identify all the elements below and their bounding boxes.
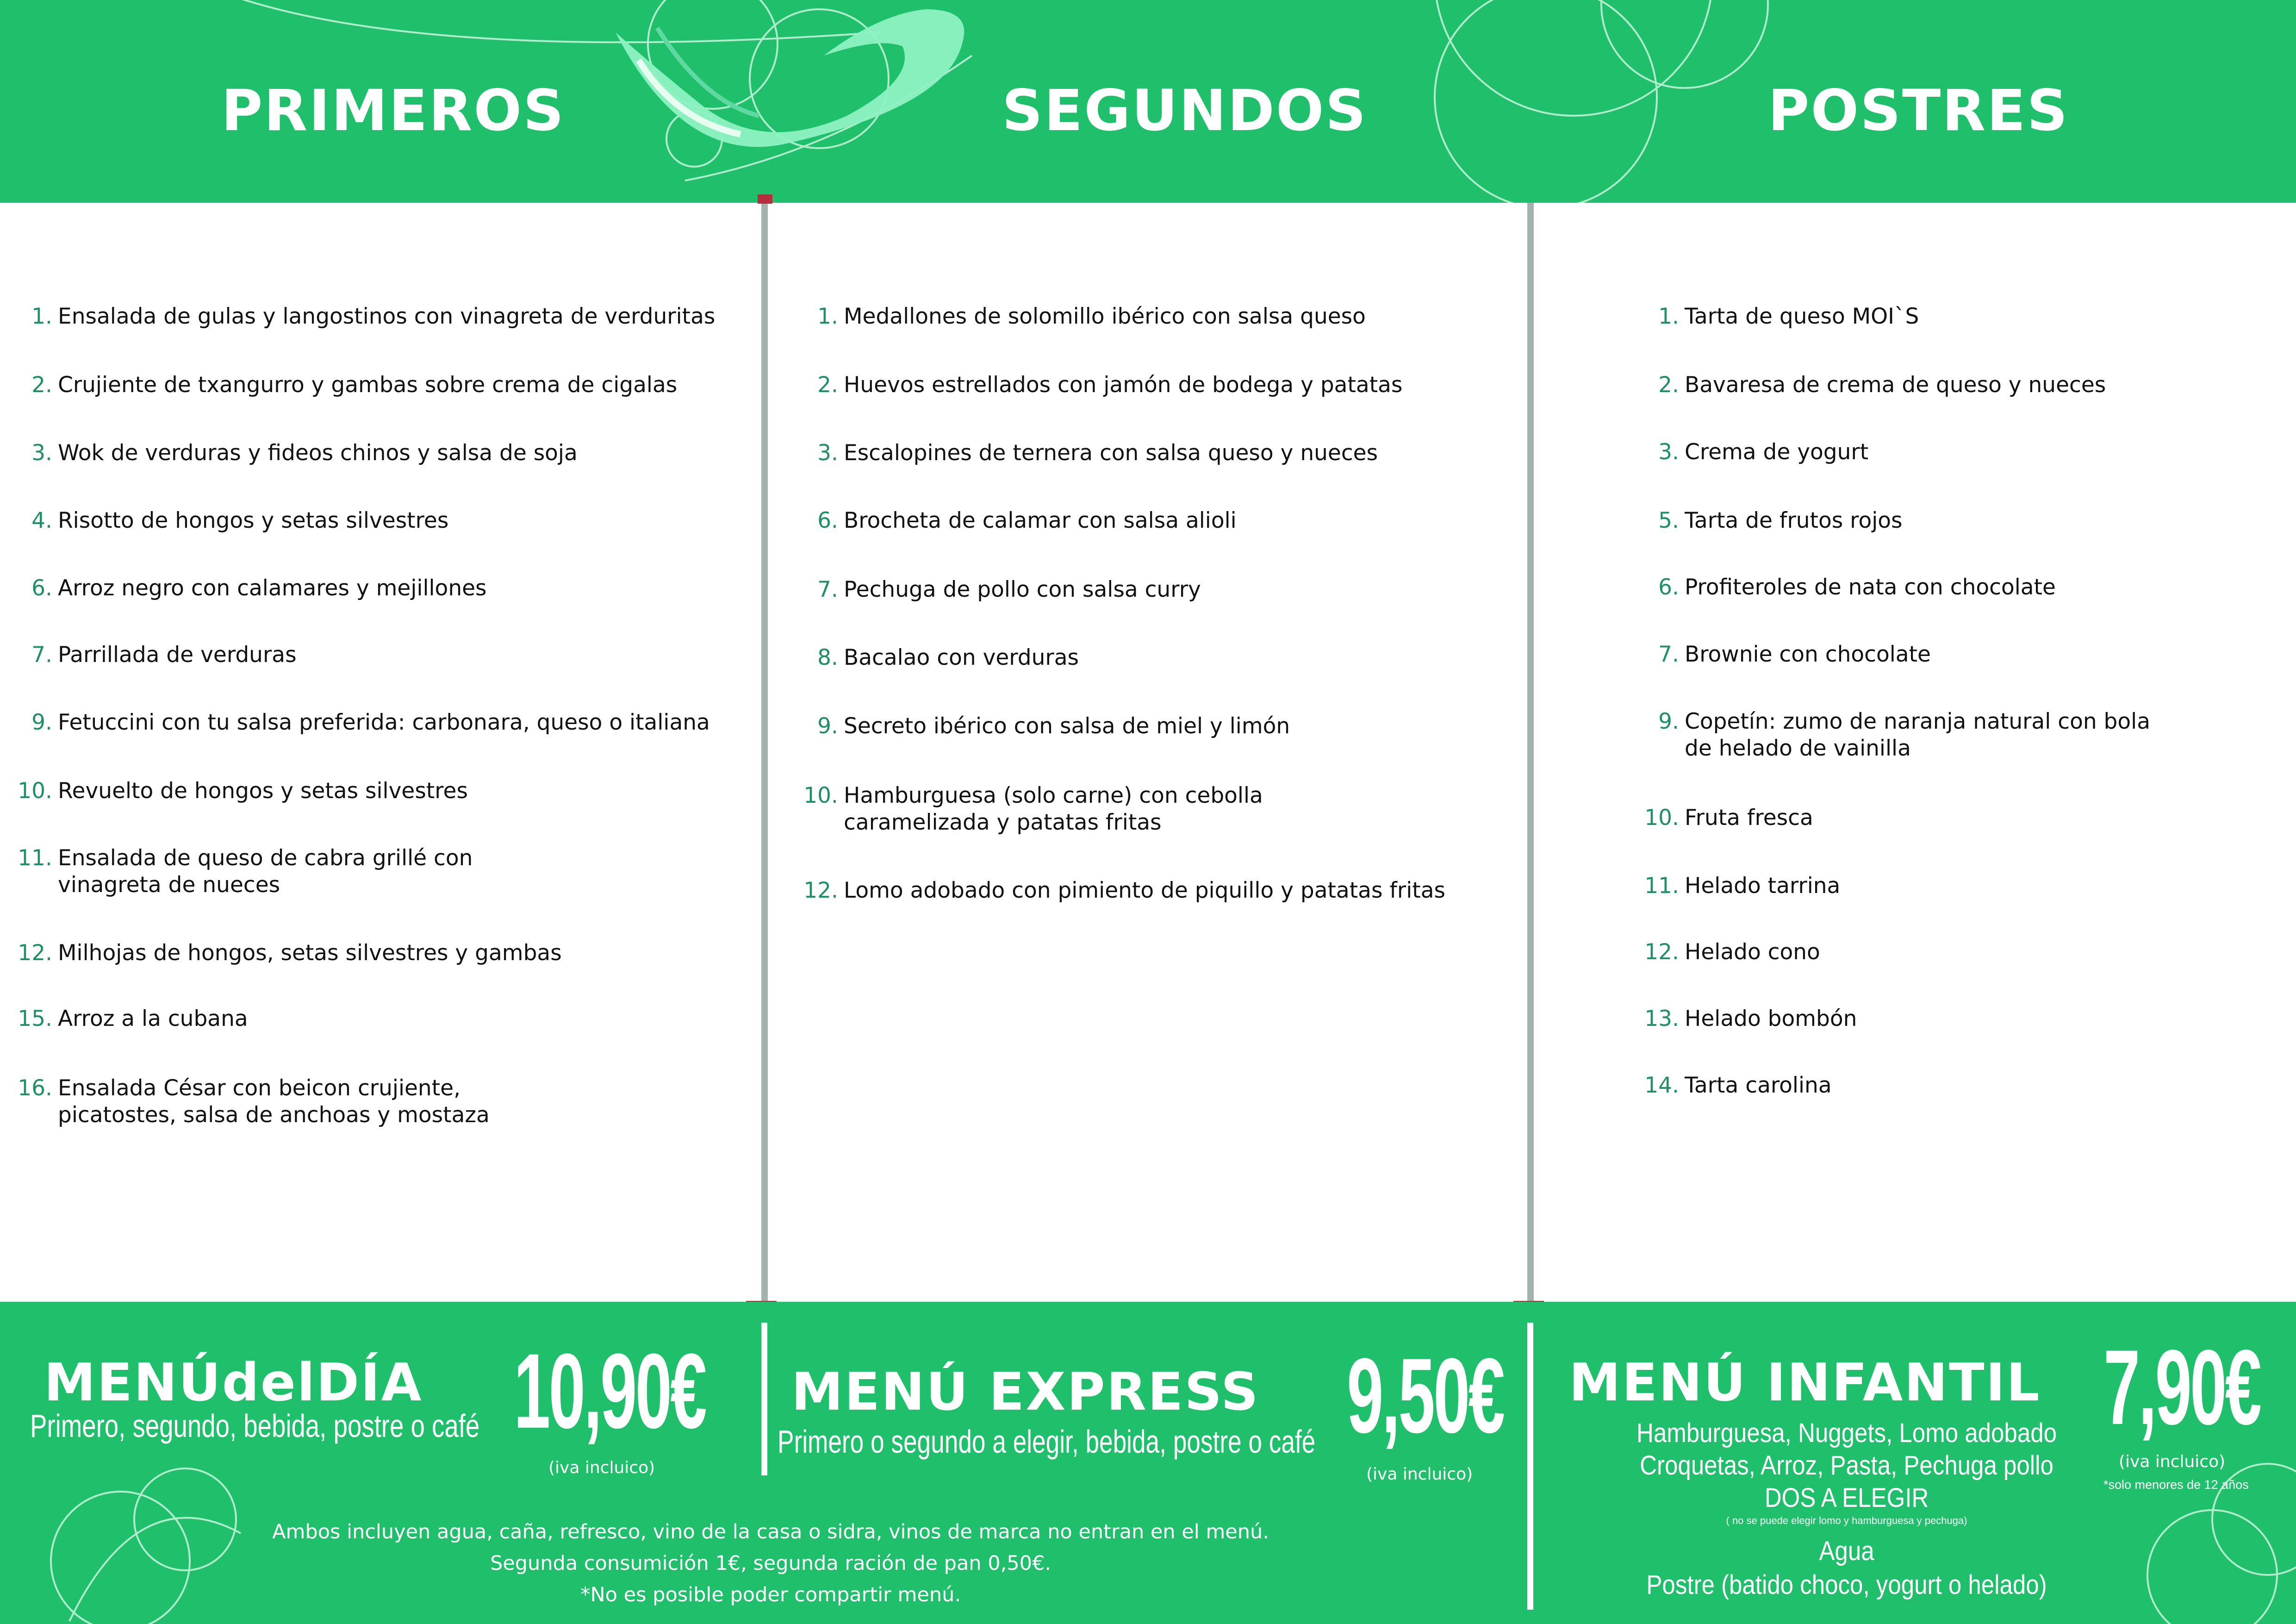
primeros-item-text: Revuelto de hongos y setas silvestres bbox=[58, 778, 468, 804]
postres-item-number: 5. bbox=[1658, 508, 1679, 533]
menu-express-title: MENÚ EXPRESS bbox=[791, 1362, 1260, 1422]
segundos-item-number: 12. bbox=[803, 878, 838, 903]
primeros-item-text: Ensalada de gulas y langostinos con vinagreta de verduritas bbox=[58, 304, 716, 329]
column-divider-2 bbox=[1527, 203, 1534, 1305]
segundos-item-number: 2. bbox=[817, 372, 838, 398]
header-band bbox=[0, 0, 2296, 203]
primeros-item-text: Crujiente de txangurro y gambas sobre crema de cigalas bbox=[58, 372, 678, 398]
menu-infantil-restriction: ( no se puede elegir lomo y hamburguesa y pechuga) bbox=[1726, 1515, 1967, 1526]
footer-separator-1 bbox=[761, 1323, 767, 1475]
column-divider-1 bbox=[761, 203, 768, 1305]
postres-item-number: 2. bbox=[1658, 372, 1679, 398]
segundos-item-text: Pechuga de pollo con salsa curry bbox=[844, 577, 1201, 602]
segundos-item-text: Lomo adobado con pimiento de piquillo y patatas fritas bbox=[844, 878, 1446, 903]
primeros-item-text: picatostes, salsa de anchoas y mostaza bbox=[58, 1102, 490, 1128]
menu-dia-price: 10,90€ bbox=[514, 1331, 705, 1450]
menu-dia-iva: (iva incluico) bbox=[548, 1458, 655, 1477]
postres-item-number: 1. bbox=[1658, 304, 1679, 329]
segundos-item-number: 8. bbox=[817, 645, 838, 670]
menu-infantil-line3: DOS A ELEGIR bbox=[1764, 1483, 1929, 1513]
primeros-item-text: Risotto de hongos y setas silvestres bbox=[58, 508, 449, 533]
segundos-item-number: 9. bbox=[817, 713, 838, 739]
postres-item-number: 14. bbox=[1644, 1073, 1679, 1098]
segundos-item-text: caramelizada y patatas fritas bbox=[844, 810, 1162, 835]
primeros-item-text: Arroz a la cubana bbox=[58, 1006, 248, 1031]
menu-infantil-iva: (iva incluico) bbox=[2119, 1452, 2226, 1471]
postres-item-text: Profiteroles de nata con chocolate bbox=[1685, 575, 2056, 600]
menu-infantil-price: 7,90€ bbox=[2103, 1328, 2260, 1447]
menu-infantil-line4: Agua bbox=[1819, 1536, 1874, 1566]
primeros-item-number: 11. bbox=[18, 845, 52, 871]
primeros-item-number: 7. bbox=[31, 642, 52, 668]
postres-item-number: 7. bbox=[1658, 642, 1679, 667]
postres-item-number: 10. bbox=[1644, 805, 1679, 831]
primeros-item-text: Parrillada de verduras bbox=[58, 642, 297, 668]
postres-item-text: Brownie con chocolate bbox=[1685, 642, 1931, 667]
menu-infantil-line1: Hamburguesa, Nuggets, Lomo adobado bbox=[1636, 1418, 2057, 1448]
primeros-item-text: Wok de verduras y fideos chinos y salsa de soja bbox=[58, 440, 578, 466]
menu-express-subtitle: Primero o segundo a elegir, bebida, postre o café bbox=[778, 1424, 1316, 1460]
menu-express-price: 9,50€ bbox=[1347, 1336, 1504, 1455]
menu-infantil-title: MENÚ INFANTIL bbox=[1569, 1353, 2041, 1413]
segundos-item-text: Hamburguesa (solo carne) con cebolla bbox=[844, 783, 1263, 808]
postres-item-number: 9. bbox=[1658, 709, 1679, 734]
postres-item-text: Bavaresa de crema de queso y nueces bbox=[1685, 372, 2106, 398]
primeros-item-text: Fetuccini con tu salsa preferida: carbonara, queso o italiana bbox=[58, 710, 710, 735]
postres-item-text: Helado tarrina bbox=[1685, 873, 1841, 899]
postres-item-text: Tarta carolina bbox=[1685, 1073, 1832, 1098]
header-postres: POSTRES bbox=[1768, 78, 2069, 144]
menu-dia-subtitle: Primero, segundo, bebida, postre o café bbox=[30, 1408, 480, 1444]
postres-item-text: de helado de vainilla bbox=[1685, 736, 1911, 761]
postres-item-number: 12. bbox=[1644, 939, 1679, 965]
postres-item-number: 3. bbox=[1658, 439, 1679, 465]
postres-item-text: Helado bombón bbox=[1685, 1006, 1857, 1031]
segundos-item-number: 1. bbox=[817, 304, 838, 329]
primeros-item-number: 3. bbox=[31, 440, 52, 466]
header-primeros: PRIMEROS bbox=[221, 78, 566, 144]
primeros-item-number: 12. bbox=[18, 940, 52, 966]
postres-item-text: Copetín: zumo de naranja natural con bola bbox=[1685, 709, 2151, 734]
primeros-item-number: 1. bbox=[31, 304, 52, 329]
divider-cap-top bbox=[758, 194, 772, 204]
primeros-item-number: 9. bbox=[31, 710, 52, 735]
footer-band bbox=[0, 1302, 2296, 1624]
segundos-item-number: 7. bbox=[817, 577, 838, 602]
postres-item-text: Tarta de frutos rojos bbox=[1685, 508, 1903, 533]
segundos-item-number: 6. bbox=[817, 508, 838, 533]
primeros-item-number: 16. bbox=[18, 1075, 52, 1101]
segundos-item-number: 3. bbox=[817, 440, 838, 466]
primeros-item-text: Milhojas de hongos, setas silvestres y gambas bbox=[58, 940, 562, 966]
segundos-item-text: Bacalao con verduras bbox=[844, 645, 1079, 670]
footer-note-3: *No es posible poder compartir menú. bbox=[580, 1583, 961, 1606]
primeros-item-number: 10. bbox=[18, 778, 52, 804]
primeros-item-text: Ensalada de queso de cabra grillé con bbox=[58, 845, 473, 871]
segundos-item-text: Secreto ibérico con salsa de miel y limón bbox=[844, 713, 1290, 739]
segundos-item-text: Medallones de solomillo ibérico con salsa queso bbox=[844, 304, 1366, 329]
footer-note-1: Ambos incluyen agua, caña, refresco, vino de la casa o sidra, vinos de marca no entran en el menú. bbox=[272, 1520, 1269, 1543]
primeros-item-number: 6. bbox=[31, 575, 52, 601]
postres-item-number: 6. bbox=[1658, 575, 1679, 600]
footer-note-2: Segunda consumición 1€, segunda ración de pan 0,50€. bbox=[490, 1552, 1051, 1575]
primeros-item-text: Arroz negro con calamares y mejillones bbox=[58, 575, 487, 601]
segundos-item-number: 10. bbox=[803, 783, 838, 808]
postres-item-text: Fruta fresca bbox=[1685, 805, 1813, 831]
primeros-item-text: Ensalada César con beicon crujiente, bbox=[58, 1075, 461, 1101]
segundos-item-text: Brocheta de calamar con salsa alioli bbox=[844, 508, 1237, 533]
menu-infantil-line2: Croquetas, Arroz, Pasta, Pechuga pollo bbox=[1640, 1450, 2053, 1480]
postres-item-text: Crema de yogurt bbox=[1685, 439, 1869, 465]
segundos-item-text: Escalopines de ternera con salsa queso y nueces bbox=[844, 440, 1378, 466]
postres-item-number: 11. bbox=[1644, 873, 1679, 899]
primeros-item-text: vinagreta de nueces bbox=[58, 872, 280, 898]
primeros-item-number: 2. bbox=[31, 372, 52, 398]
menu-express-iva: (iva incluico) bbox=[1366, 1465, 1473, 1484]
menu-dia-title: MENÚdelDÍA bbox=[44, 1353, 423, 1413]
primeros-item-number: 4. bbox=[31, 508, 52, 533]
postres-item-text: Tarta de queso MOI`S bbox=[1685, 304, 1919, 329]
menu-infantil-line5: Postre (batido choco, yogurt o helado) bbox=[1646, 1570, 2047, 1600]
segundos-item-text: Huevos estrellados con jamón de bodega y patatas bbox=[844, 372, 1403, 398]
footer-separator-2 bbox=[1527, 1323, 1533, 1610]
postres-item-text: Helado cono bbox=[1685, 939, 1820, 965]
primeros-item-number: 15. bbox=[18, 1006, 52, 1031]
header-segundos: SEGUNDOS bbox=[1002, 78, 1368, 144]
postres-item-number: 13. bbox=[1644, 1006, 1679, 1031]
menu-infantil-age-note: *solo menores de 12 años bbox=[2103, 1478, 2249, 1492]
